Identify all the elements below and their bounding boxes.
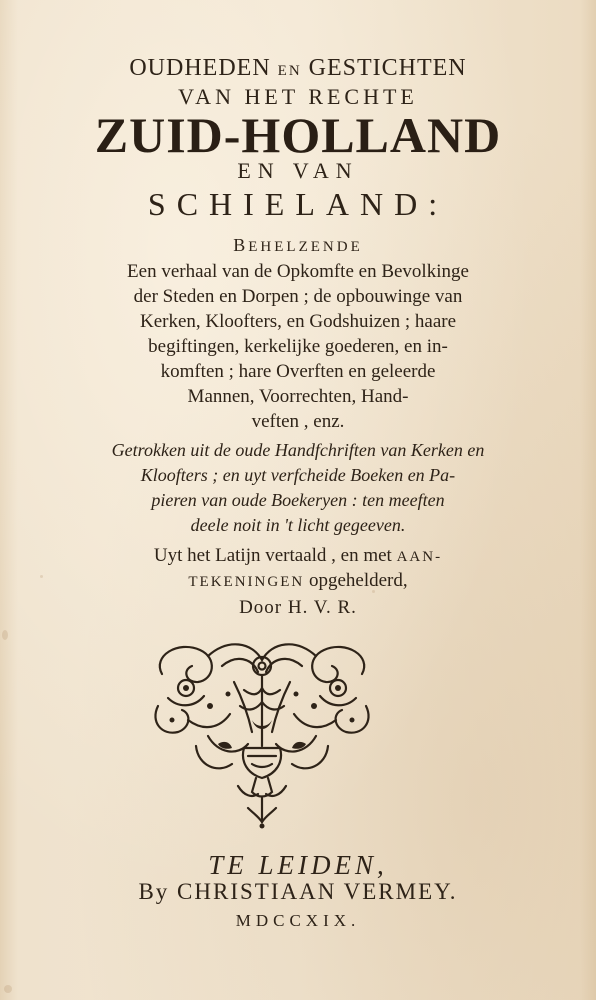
floral-vase-printers-ornament-icon bbox=[148, 636, 376, 830]
sources-line: Getrokken uit de oude Handfchriften van Kerken en bbox=[111, 440, 485, 460]
imprint-place: TE LEIDEN, bbox=[208, 850, 388, 880]
imprint-year: MDCCXIX. bbox=[235, 911, 361, 930]
main-title-zuid-holland: ZUID-HOLLAND bbox=[94, 107, 502, 163]
description-line: begiftingen, kerkelijke goederen, en in- bbox=[148, 336, 448, 357]
translation-text: opgehelderd, bbox=[304, 570, 408, 591]
translation-smallcaps: TEKENINGEN bbox=[188, 574, 305, 590]
translation-line bbox=[0, 546, 596, 565]
subtitle-initial: B bbox=[233, 235, 249, 255]
title-line-oudheden bbox=[0, 56, 596, 80]
title-word-en: EN bbox=[277, 63, 302, 79]
main-title-schieland: SCHIELAND: bbox=[147, 186, 449, 222]
author-line: Door H. V. R. bbox=[239, 597, 357, 618]
description-line: veften , enz. bbox=[251, 411, 345, 432]
imprint-printer: By CHRISTIAAN VERMEY. bbox=[138, 879, 458, 904]
translation-line bbox=[0, 571, 596, 590]
sources-line: Kloofters ; en uyt verfcheide Boeken en Pa- bbox=[140, 465, 456, 485]
sources-line: deele noit in 't licht gegeeven. bbox=[190, 515, 406, 535]
foxing-spot bbox=[2, 630, 8, 640]
description-line: Mannen, Voorrechten, Hand- bbox=[187, 386, 409, 407]
title-line-van-het-rechte: VAN HET RECHTE bbox=[178, 84, 418, 109]
title-line-en-van: EN VAN bbox=[237, 158, 359, 183]
title-word-oudheden: OUDHEDEN bbox=[129, 55, 271, 81]
description-line: Kerken, Kloofters, en Godshuizen ; haare bbox=[139, 311, 457, 332]
subtitle-rest: EHELZENDE bbox=[248, 239, 363, 255]
sources-line: pieren van oude Boekeryen : ten meeften bbox=[151, 490, 445, 510]
translation-text: Uyt het Latijn vertaald , en met bbox=[153, 545, 397, 566]
foxing-spot bbox=[4, 985, 12, 993]
description-line: der Steden en Dorpen ; de opbouwinge van bbox=[133, 286, 463, 307]
description-line: komften ; hare Overften en geleerde bbox=[160, 361, 436, 382]
subtitle-behelzende bbox=[0, 236, 596, 255]
title-word-gestichten: GESTICHTEN bbox=[308, 55, 467, 81]
description-line: Een verhaal van de Opkomfte en Bevolkinge bbox=[127, 261, 469, 282]
translation-smallcaps: AAN- bbox=[396, 549, 443, 565]
